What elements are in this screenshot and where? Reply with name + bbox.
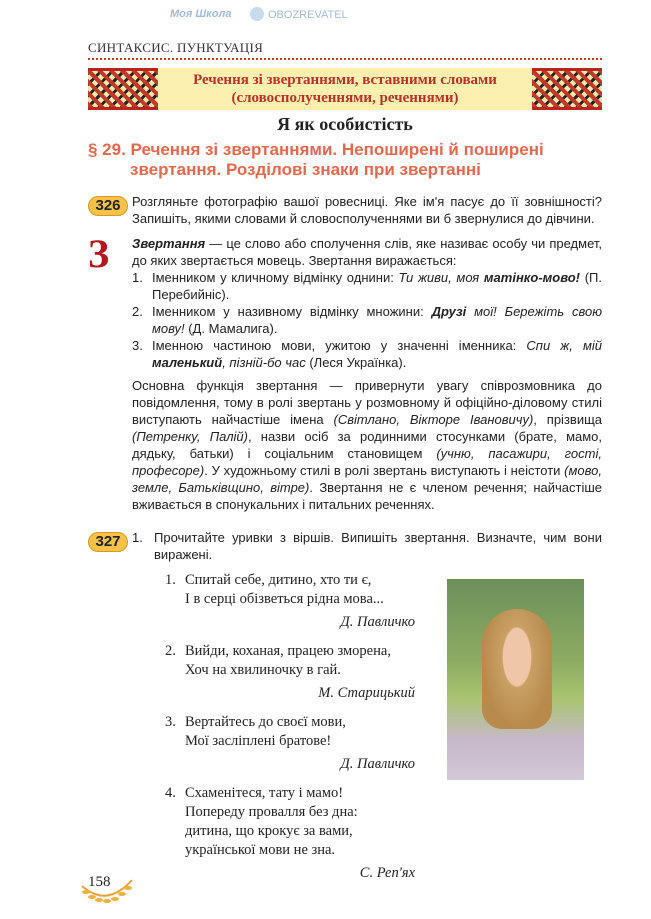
section-title [88, 140, 628, 180]
poem-author: М. Старицький [318, 685, 415, 701]
exercise-327-task: 1. Прочитайте уривки з віршів. Випишіть звертання. Визначте, чим вони виражені. [132, 530, 602, 562]
poem-excerpt: 1. Спитай себе, дитино, хто ти є, І в серці обізветься рідна мова... Д. Павличко [165, 572, 415, 630]
rule-item: 1. Іменником у кличному відмінку однини: Ти живи, моя матінко-мово! (П. Перебийніс). [132, 270, 602, 302]
header-divider [88, 58, 602, 60]
section-title-line1: § 29. Речення зі звертаннями. Непоширені й поширені [88, 140, 544, 159]
poem-author: С. Реп'ях [359, 865, 415, 881]
running-header: СИНТАКСИС. ПУНКТУАЦІЯ [88, 40, 264, 55]
chapter-title-line1: Речення зі звертаннями, вставними словами [193, 72, 497, 88]
poems-section [88, 571, 602, 891]
poem-excerpt: 3. Вертайтесь до своєї мови, Мої засліплені братове! Д. Павличко [165, 714, 415, 772]
exercise-327 [88, 529, 602, 563]
topic-title: Я як особистість [277, 114, 413, 134]
watermark: Моя Школа [170, 8, 232, 20]
ornament-left-icon [88, 68, 158, 110]
ornament-right-icon [532, 68, 602, 110]
poem-excerpt: 2. Вийди, коханая, працею зморена, Хоч на хвилиночку в гай. М. Старицький [165, 643, 415, 701]
rule-marker-icon: З [88, 231, 110, 276]
main-column [88, 193, 602, 891]
chapter-title-line2: (словосполученнями, реченнями) [231, 90, 459, 106]
exercise-326-text: Розгляньте фотографію вашої ровесниці. Яке ім'я пасує до її зовнішності? Запишіть, якими словами й словосполученнями ви б звернулися до дівчини. [132, 194, 602, 226]
explanation-paragraph: Основна функція звертання — привернути увагу співрозмовника до повідомлення, тому в ролі звертань у розмовному й офіційно-діловому стилі виступають найчастіше імена (Світлано, Вікторе Івановичу), прізвища (Петренку, Палій), назви осіб за родинними стосунками (брате, мамо, дядьку, батьки) і соціальним становищем (учню, пасажири, гості, професоре). У художньому стилі в ролі звертань виступають і неістоти (мово, земле, Батьківщино, вітре). Звертання не є членом речення; найчастіше вживається в спонукальних і питальних реченнях. [132, 378, 603, 512]
rule-term: Звертання [132, 236, 206, 251]
poem-author: Д. Павличко [340, 756, 415, 772]
rule-item: 2. Іменником у називному відмінку множини: Друзі мої! Бережіть свою мову! (Д. Мамалига). [132, 304, 602, 336]
watermark: OBOZREVATEL [250, 7, 348, 21]
exercise-326 [88, 193, 602, 227]
exercise-number-327: 327 [88, 532, 128, 552]
poem-author: Д. Павличко [340, 614, 415, 630]
chapter-title [160, 71, 530, 107]
rule-item: 3. Іменною частиною мови, ужитою у значенні іменника: Спи ж, мій маленький, пізній-бо час (Леся Українка). [132, 338, 602, 370]
poem-excerpt: 4. Схаменітеся, тату і мамо! Попереду провалля без дна: дитина, що крокує за вами, української мови не зна. С. Реп'ях [165, 785, 415, 881]
page-number: 158 [88, 874, 111, 890]
chapter-banner [88, 68, 602, 110]
exercise-number-326: 326 [88, 196, 128, 216]
rule-intro: — це слово або сполучення слів, яке називає особу чи предмет, до яких звертається мовець. Звертання виражається: [132, 236, 602, 268]
rule-block [132, 235, 602, 371]
rule-section [88, 231, 603, 513]
girl-photo [447, 579, 584, 780]
section-title-line2: звертання. Розділові знаки при звертанні [130, 160, 481, 179]
